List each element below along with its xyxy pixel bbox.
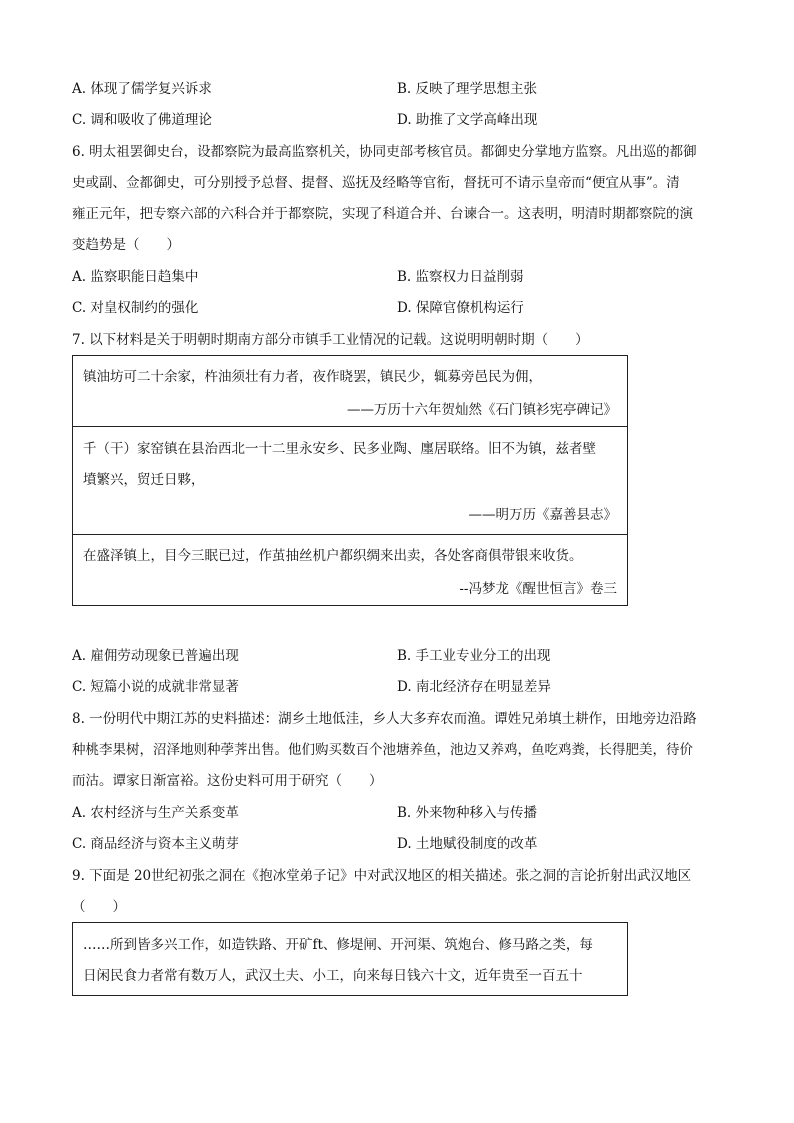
question-9-text: 9. 下面是 20世纪初张之洞在《抱冰堂弟子记》中对武汉地区的相关描述。张之洞的言论折射出武汉地区 (72, 868, 692, 884)
source-citation: --冯梦龙《醒世恒言》卷三 (459, 581, 617, 597)
question-9-text: （ ） (72, 899, 126, 915)
option-c: C. 调和吸收了佛道理论 (72, 112, 212, 128)
option-b: B. 外来物种移入与传播 (397, 805, 538, 821)
source-text: 在盛泽镇上，目今三眠已过，作茧抽丝机户都织绸来出卖，各处客商俱带银来收货。 (83, 548, 583, 564)
question-6-text: 变趋势是（ ） (72, 237, 180, 253)
source-cell-3 (73, 534, 627, 607)
option-a: A. 农村经济与生产关系变革 (72, 805, 239, 821)
source-cell-1 (73, 356, 627, 426)
question-8-text: 而沽。谭家日渐富裕。这份史料可用于研究（ ） (72, 773, 383, 789)
option-a: A. 雇佣劳动现象已普遍出现 (72, 648, 239, 664)
source-text: 千（干）家窑镇在县治西北一十二里永安乡、民多业陶、廛居联络。旧不为镇，兹者壁 (83, 441, 596, 457)
option-d: D. 保障官僚机构运行 (397, 300, 524, 316)
option-d: D. 土地赋役制度的改革 (397, 836, 538, 852)
option-c: C. 短篇小说的成就非常显著 (72, 679, 239, 695)
source-material-box (72, 922, 628, 996)
option-b: B. 监察权力日益削弱 (397, 269, 524, 285)
source-text: ……所到皆多兴工作，如造铁路、开矿ft、修堤闸、开河渠、筑炮台、修马路之类，每 (83, 937, 593, 953)
question-6-text: 雍正元年，把专察六部的六科合并于都察院，实现了科道合并、台谏合一。这表明，明清时期都察院的演 (72, 206, 693, 222)
source-text: 日闲民食力者常有数万人，武汉土夫、小工，向来每日钱六十文，近年贵至一百五十 (83, 968, 583, 984)
source-text: 镇油坊可二十余家，杵油须壮有力者，夜作晓罢，镇民少，辄募旁邑民为佣， (83, 369, 542, 385)
option-d: D. 助推了文学高峰出现 (397, 112, 538, 128)
question-7-text: 7. 以下材料是关于明朝时期南方部分市镇手工业情况的记载。这说明明朝时期（ ） (72, 332, 589, 348)
question-8-text: 种桃李果树，沼泽地则种荸荠出售。他们购买数百个池塘养鱼，池边又养鸡，鱼吃鸡粪，长得肥美，待价 (72, 742, 693, 758)
option-b: B. 手工业专业分工的出现 (397, 648, 551, 664)
source-text: 墳繁兴，贸迁日夥， (83, 472, 205, 488)
option-c: C. 商品经济与资本主义萌芽 (72, 836, 239, 852)
option-d: D. 南北经济存在明显差异 (397, 679, 551, 695)
source-cell-2 (73, 426, 627, 535)
option-a: A. 监察职能日趋集中 (72, 269, 199, 285)
source-citation: ——万历十六年贺灿然《石门镇衫宪亭碑记》 (347, 402, 617, 418)
option-b: B. 反映了理学思想主张 (397, 81, 538, 97)
option-c: C. 对皇权制约的强化 (72, 300, 199, 316)
question-6-text: 6. 明太祖罢御史台，设都察院为最高监察机关，协同吏部考核官员。都御史分掌地方监察。凡出巡的都御 (72, 144, 697, 160)
question-6-text: 史或副、佥都御史，可分别授予总督、提督、巡抚及经略等官衔，督抚可不请示皇帝而“便宜从事”。清 (72, 175, 680, 191)
question-8-text: 8. 一份明代中期江苏的史料描述：湖乡土地低洼，乡人大多弃农而渔。谭姓兄弟填土耕作，田地旁边沿路 (72, 711, 697, 727)
option-a: A. 体现了儒学复兴诉求 (72, 81, 212, 97)
source-citation: ——明万历《嘉善县志》 (468, 507, 617, 523)
source-material-box (72, 355, 628, 606)
